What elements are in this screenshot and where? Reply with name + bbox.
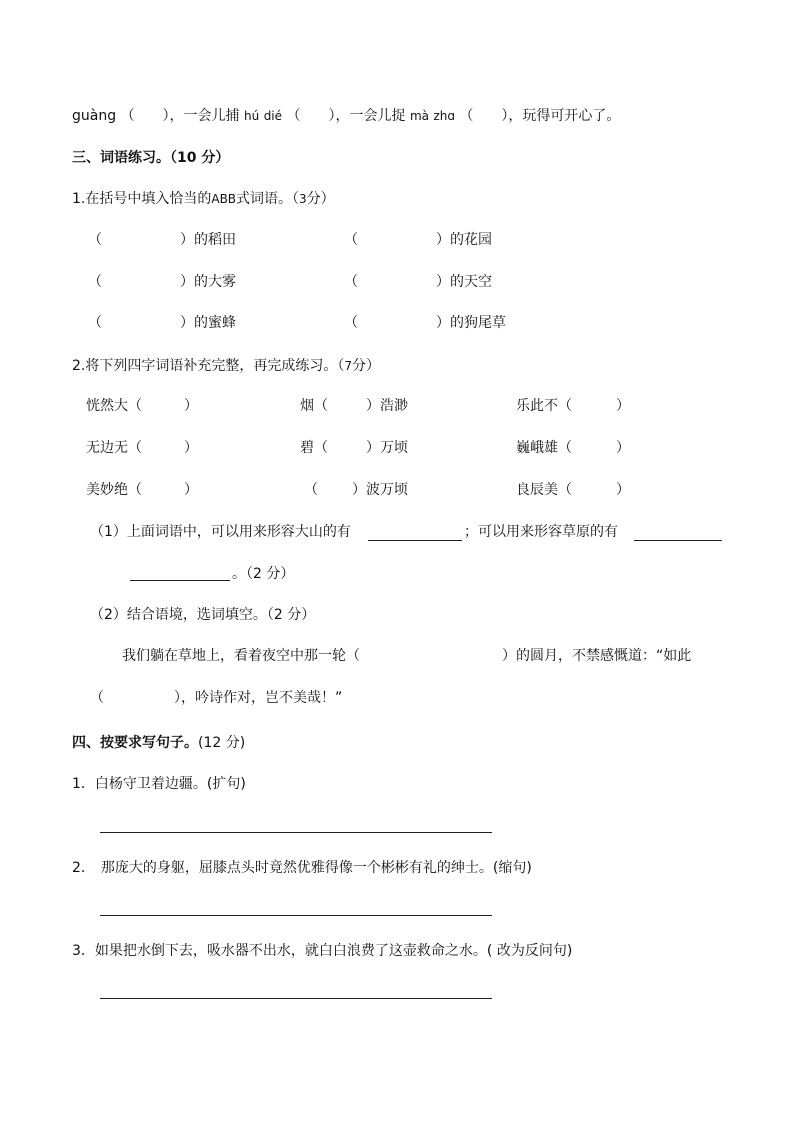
s4-item-1 (72, 774, 246, 794)
idiom-2a: 无边无（ (86, 440, 142, 456)
abb-phrase-1b: ）的花园 (436, 232, 492, 248)
q2-text3: 分） (352, 358, 380, 374)
q2-score: 7 (344, 359, 352, 373)
s4-item-3-text: 如果把水倒下去，吸水器不出水，就白白浪费了这壶救命之水。( 改为反问句) (94, 943, 573, 959)
sub1-text: 上面词语中，可以用来形容大山的有 (126, 524, 351, 540)
s4-item-1-num: 1． (72, 776, 95, 792)
s4-item-2 (72, 858, 532, 878)
idiom-2c: 巍峨雄（ (516, 440, 572, 456)
answer-line-2[interactable] (100, 915, 492, 916)
idiom-3a-close: ） (184, 482, 198, 498)
q1-text2: 式词语。（ (236, 191, 300, 207)
section4-heading (72, 733, 245, 753)
abb-phrase-2b: ）的天空 (436, 274, 492, 290)
sub1-text2: ；可以用来形容草原的有 (464, 524, 618, 540)
idiom-2a-close: ） (184, 440, 198, 456)
sub1-blank-mountain[interactable] (368, 540, 462, 541)
q1-num: 1. (72, 191, 86, 207)
sub1-num: （1） (90, 524, 127, 540)
idiom-1a-close: ） (184, 398, 198, 414)
idiom-2c-close: ） (616, 440, 630, 456)
idiom-3c: 良辰美（ (516, 482, 572, 498)
sub2-passage-1b: ）的圆月，不禁感慨道：“如此 (502, 648, 692, 664)
sub1-blank-grassland[interactable] (634, 540, 722, 541)
abb-open-3b: （ (344, 315, 358, 331)
intro-line (72, 106, 620, 126)
idiom-1b: 烟（ (300, 398, 328, 414)
sub1-blank-grassland-cont[interactable] (130, 580, 230, 581)
abb-open-1a: （ (88, 232, 102, 248)
abb-phrase-2a: ）的大雾 (180, 274, 236, 290)
section4-score: (12 分) (198, 735, 246, 751)
intro-text-3: （ ），玩得可开心了。 (459, 108, 621, 124)
pinyin-ma: mà (409, 109, 429, 123)
q2-prompt (72, 356, 380, 376)
q1-prompt (72, 189, 335, 209)
sub2-line (90, 605, 315, 625)
abb-open-1b: （ (344, 232, 358, 248)
answer-line-3[interactable] (100, 998, 492, 999)
abb-phrase-1a: ）的稻田 (180, 232, 236, 248)
answer-line-1[interactable] (100, 832, 492, 833)
s4-item-2-num: 2． (72, 860, 95, 876)
sub2-num: （2） (90, 607, 127, 623)
abb-open-2b: （ (344, 274, 358, 290)
idiom-2b: 碧（ (300, 440, 328, 456)
q1-abb: ABB (211, 192, 237, 206)
sub2-passage-2: （ ），吟诗作对，岂不美哉！” (90, 690, 343, 706)
q2-num: 2. (72, 358, 86, 374)
s4-item-3 (72, 941, 572, 961)
idiom-2b-tail: ）万顷 (366, 440, 408, 456)
pinyin-hu: hú (244, 109, 260, 123)
section3-title: 三、词语练习。（10 分） (72, 150, 230, 166)
s4-item-2-text: 那庞大的身躯，屈膝点头时竟然优雅得像一个彬彬有礼的绅士。(缩句) (100, 860, 532, 876)
q1-text3: 分） (306, 191, 335, 207)
idiom-1b-tail: ）浩渺 (366, 398, 408, 414)
s4-item-3-num: 3． (72, 943, 95, 959)
idiom-3c-close: ） (616, 482, 630, 498)
pinyin-zha: zhɑ (433, 109, 455, 123)
pinyin-guang: guàng (72, 108, 117, 124)
sub1-line (90, 522, 351, 542)
intro-text-2: （ ），一会儿捉 (286, 108, 406, 124)
idiom-3b: （ (304, 482, 318, 498)
idiom-1a: 恍然大（ (86, 398, 142, 414)
s4-item-1-text: 白杨守卫着边疆。(扩句) (94, 776, 246, 792)
sub2-text: 结合语境，选词填空。（2 分） (126, 607, 316, 623)
q1-text: 在括号中填入恰当的 (85, 191, 212, 207)
abb-open-2a: （ (88, 274, 102, 290)
sub2-passage-1: 我们躺在草地上，看着夜空中那一轮（ (122, 648, 360, 664)
pinyin-die: dié (263, 109, 283, 123)
idiom-1c-close: ） (616, 398, 630, 414)
idiom-3a: 美妙绝（ (86, 482, 142, 498)
abb-phrase-3a: ）的蜜蜂 (180, 315, 236, 331)
abb-phrase-3b: ）的狗尾草 (436, 315, 506, 331)
q1-score: 3 (299, 192, 307, 206)
sub1-end: 。（2 分） (232, 566, 295, 582)
idiom-1c: 乐此不（ (516, 398, 572, 414)
section4-title: 四、按要求写句子。 (72, 735, 198, 751)
intro-text-1: （ ），一会儿捕 (120, 108, 240, 124)
idiom-3b-tail: ）波万顷 (352, 482, 408, 498)
abb-open-3a: （ (88, 315, 102, 331)
q2-text: 将下列四字词语补充完整，再完成练习。（ (85, 358, 345, 374)
